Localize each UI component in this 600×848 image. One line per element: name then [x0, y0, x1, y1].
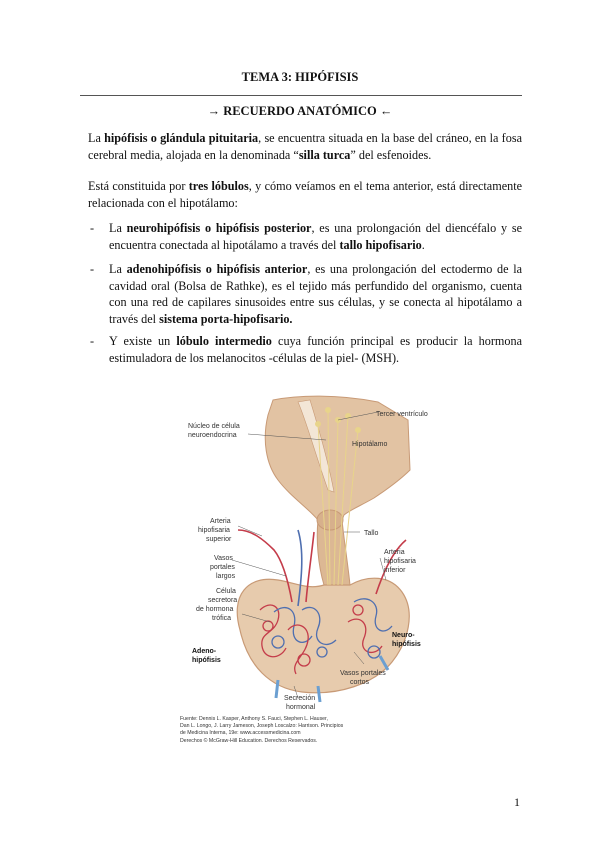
label-neuro-1: Neuro- [392, 632, 415, 639]
list-item: - Y existe un lóbulo intermedio cuya función principal es producir la hormona estimuladora de los melanocitos -células de la piel- (MSH). [90, 334, 522, 365]
label-vasos-cortos-1: Vasos portales [340, 670, 386, 677]
label-nucleo-1: Núcleo de célula [188, 423, 240, 430]
label-arteria-inf-1: Arteria [384, 549, 405, 556]
label-celula-1: Célula [216, 588, 236, 595]
label-vasos-largos-3: largos [216, 573, 236, 580]
paragraph-intro: La hipófisis o glándula pituitaria, se encuentra situada en la base del cráneo, en la fosa cerebral media, alojada en la denominada “silla turca” del esfenoides. [88, 131, 522, 162]
page-title: TEMA 3: HIPÓFISIS [241, 70, 359, 84]
section-heading: → RECUERDO ANATÓMICO ← [207, 104, 393, 118]
title-rule [80, 95, 522, 96]
figure-credit-line: Fuente: Dennis L. Kasper, Anthony S. Fauci, Stephen L. Hauser, [180, 716, 328, 722]
label-arteria-inf-2: hipofisaria [384, 558, 416, 565]
list-neurohipofisis [88, 220, 522, 253]
label-vasos-largos-1: Vasos [214, 555, 233, 562]
list-adenohipofisis [88, 261, 522, 327]
label-neuro-2: hipófisis [392, 641, 421, 648]
label-vasos-largos-2: portales [210, 564, 235, 571]
label-arteria-sup-1: Arteria [210, 518, 231, 525]
label-secrecion-1: Secreción [284, 695, 316, 702]
label-celula-4: trófica [212, 615, 232, 622]
stalk-knob [317, 510, 343, 530]
list-lobulo-intermedio [88, 333, 522, 366]
pituitary-figure [178, 380, 428, 750]
label-tercer-ventriculo: Tercer ventrículo [376, 411, 428, 418]
label-secrecion-2: hormonal [286, 704, 316, 711]
paragraph-lobes: Está constituida por tres lóbulos, y cómo veíamos en el tema anterior, está directamente relacionada con el hipotálamo: [88, 179, 522, 210]
label-celula-3: de hormona [196, 606, 234, 613]
list-item: - La adenohipófisis o hipófisis anterior, es una prolongación del ectodermo de la cavidad oral (Bolsa de Rathke), es el tejido más perfundido del organismo, cuenta con una red de capilares sinusoides entre sus células, y se conecta al hipotálamo a través del sistema porta-hipofisario. [90, 262, 523, 326]
label-tallo: Tallo [364, 530, 379, 537]
label-nucleo-2: neuroendocrina [188, 432, 237, 439]
figure-credit-line: Dan L. Longo, J. Larry Jameson, Joseph Loscalzo: Harrison. Principios [180, 723, 344, 729]
label-arteria-sup-2: hipofisaria [198, 527, 230, 534]
label-adeno-2: hipófisis [192, 657, 221, 664]
pituitary-diagram [178, 380, 428, 750]
list-item: - La neurohipófisis o hipófisis posterior, es una prolongación del diencéfalo y se encuentra conectada al hipotálamo a través del tallo hipofisario. [90, 221, 522, 252]
figure-credit-line: de Medicina Interna, 19e: www.accessmedicina.com [180, 730, 301, 736]
label-celula-2: secretora [208, 597, 238, 604]
label-arteria-sup-3: superior [206, 536, 232, 543]
label-vasos-cortos-2: cortos [350, 679, 370, 686]
label-hipotalamo: Hipotálamo [352, 441, 388, 448]
page-number: 1 [514, 795, 520, 809]
label-arteria-inf-3: inferior [384, 567, 406, 574]
figure-credit-line: Derechos © McGraw-Hill Education. Derechos Reservados. [180, 738, 318, 744]
label-adeno-1: Adeno- [192, 648, 217, 655]
